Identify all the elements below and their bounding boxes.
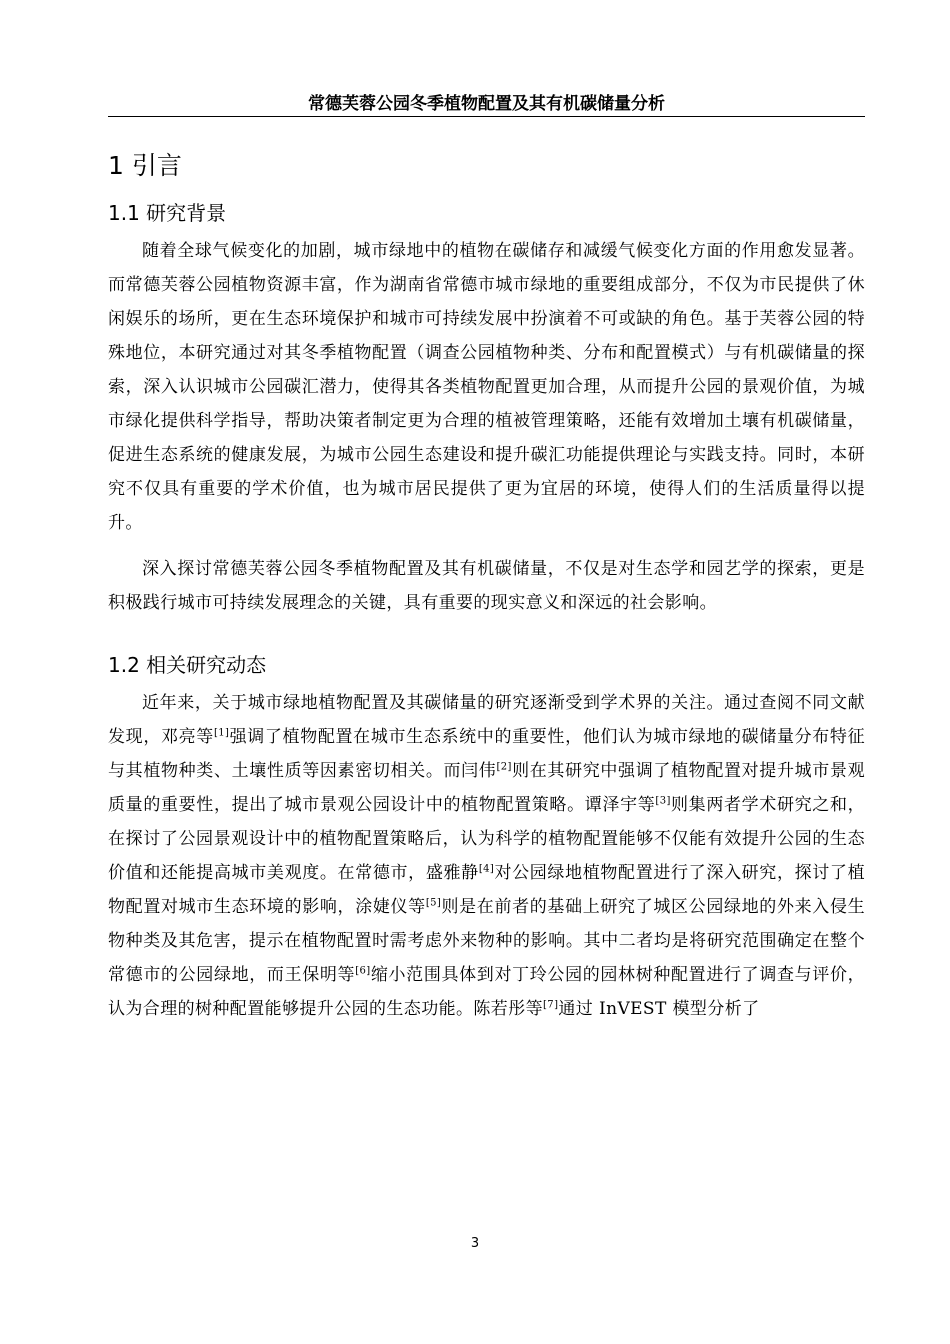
body-paragraph: 深入探讨常德芙蓉公园冬季植物配置及其有机碳储量，不仅是对生态学和园艺学的探索，更是积极践行城市可持续发展理念的关键，具有重要的现实意义和深远的社会影响。 bbox=[108, 559, 865, 613]
text-segment: 则在其研究中强调了植物配置对提升城市景观质量的重要性，提出了城市景观公园设计中的植物配置策略。谭泽宇等 bbox=[108, 761, 865, 815]
text-segment: 缩小范围具体到对丁玲公园的园林树种配置进行了调查与评价，认为合理的树种配置能够提升公园的生态功能。陈若彤等 bbox=[108, 965, 866, 1019]
text-segment: 则是在前者的基础上研究了城区公园绿地的外来入侵生物种类及其危害，提示在植物配置时需考虑外来物种的影响。其中二者均是将研究范围确定在整个常德市的公园绿地，而王保明等 bbox=[108, 897, 865, 985]
page-number: 3 bbox=[470, 1236, 480, 1251]
citation-ref-3[interactable]: [3] bbox=[655, 795, 671, 807]
text-segment: 对公园绿地植物配置进行了深入研究，探讨了植物配置对城市生态环境的影响，涂婕仪等 bbox=[108, 863, 865, 917]
chapter-heading: 1 引言 bbox=[108, 151, 182, 180]
citation-ref-6[interactable]: [6] bbox=[355, 965, 371, 977]
citation-ref-5[interactable]: [5] bbox=[425, 897, 442, 909]
citation-ref-7[interactable]: [7] bbox=[543, 999, 559, 1011]
citation-ref-2[interactable]: [2] bbox=[496, 761, 512, 773]
section-heading-1-2: 1.2 相关研究动态 bbox=[108, 653, 267, 677]
section-heading-1-1: 1.1 研究背景 bbox=[108, 201, 227, 225]
citation-ref-1[interactable]: [1] bbox=[213, 727, 230, 739]
citation-ref-4[interactable]: [4] bbox=[478, 863, 495, 875]
text-segment: 强调了植物配置在城市生态系统中的重要性，他们认为城市绿地的碳储量分布特征与其植物种类、土壤性质等因素密切相关。而闫伟 bbox=[108, 727, 865, 781]
text-segment: 通过 InVEST 模型分析了 bbox=[558, 999, 760, 1019]
body-paragraph-with-citations bbox=[108, 686, 865, 1026]
text-segment: 则集两者学术研究之和，在探讨了公园景观设计中的植物配置策略后，认为科学的植物配置能够不仅能有效提升公园的生态价值和还能提高城市美观度。在常德市，盛雅静 bbox=[108, 795, 865, 883]
body-paragraph: 随着全球气候变化的加剧，城市绿地中的植物在碳储存和减缓气候变化方面的作用愈发显著。而常德芙蓉公园植物资源丰富，作为湖南省常德市城市绿地的重要组成部分，不仅为市民提供了休闲娱乐的场所，更在生态环境保护和城市可持续发展中扮演着不可或缺的角色。基于芙蓉公园的特殊地位，本研究通过对其冬季植物配置（调查公园植物种类、分布和配置模式）与有机碳储量的探索，深入认识城市公园碳汇潜力，使得其各类植物配置更加合理，从而提升公园的景观价值，为城市绿化提供科学指导，帮助决策者制定更为合理的植被管理策略，还能有效增加土壤有机碳储量，促进生态系统的健康发展，为城市公园生态建设和提升碳汇功能提供理论与实践支持。同时，本研究不仅具有重要的学术价值，也为城市居民提供了更为宜居的环境，使得人们的生活质量得以提升。 bbox=[108, 241, 865, 533]
running-header: 常德芙蓉公园冬季植物配置及其有机碳储量分析 bbox=[108, 92, 865, 117]
text-segment: 近年来，关于城市绿地植物配置及其碳储量的研究逐渐受到学术界的关注。通过查阅不同文献发现，邓亮等 bbox=[108, 693, 865, 747]
page-body bbox=[108, 140, 865, 1026]
